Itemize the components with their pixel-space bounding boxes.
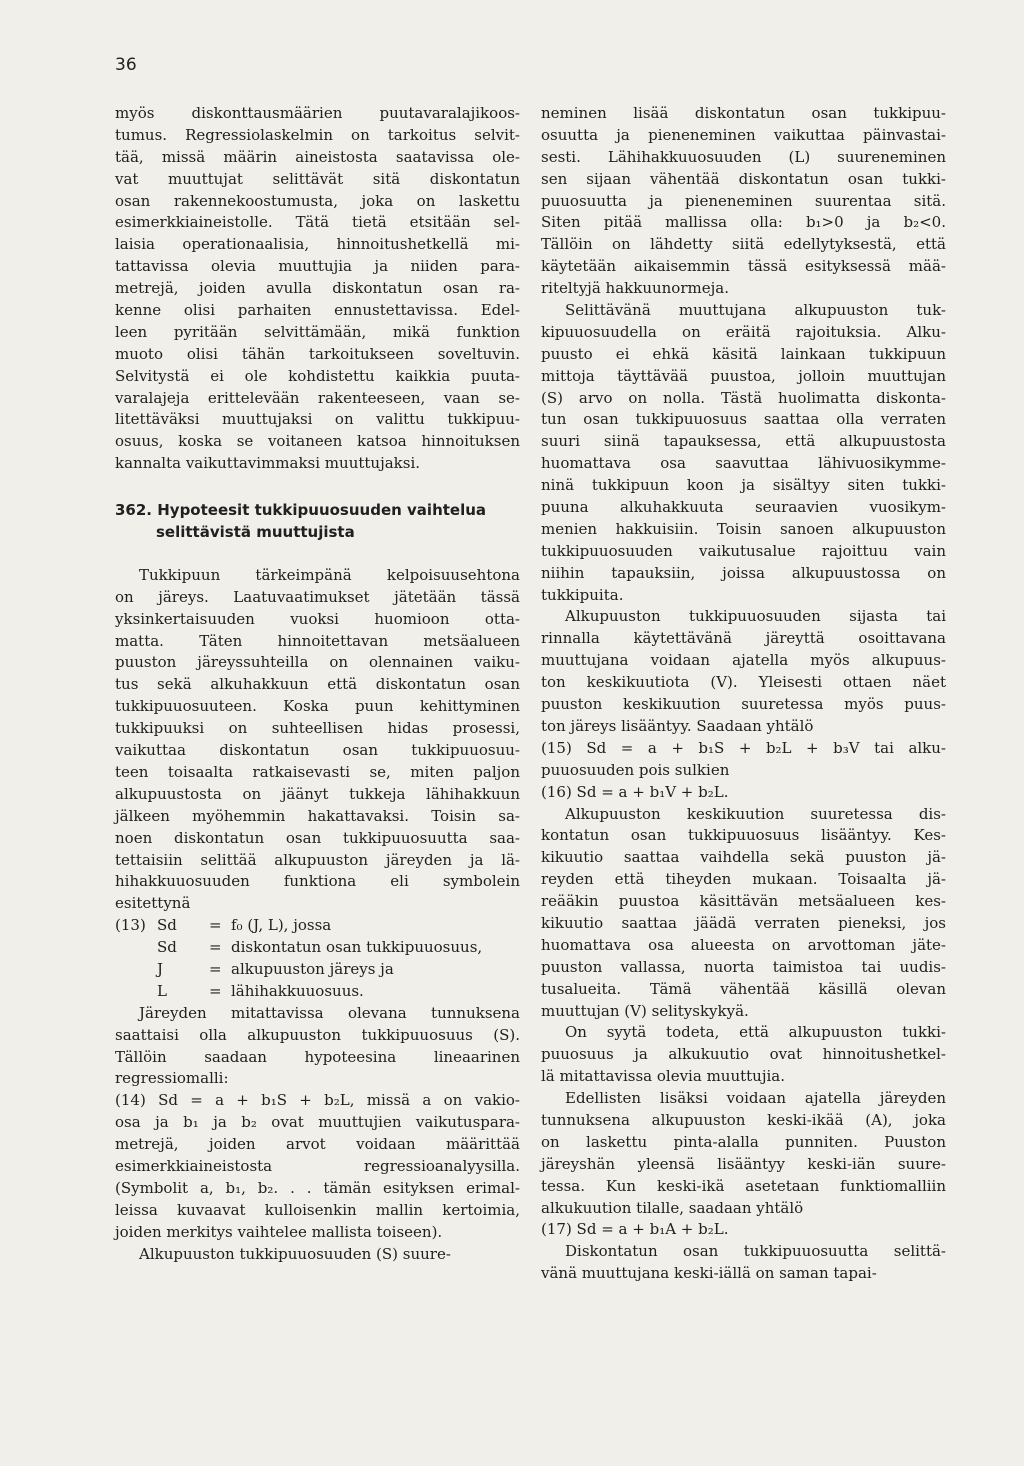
- text-line: kannalta vaikuttavimmaksi muuttujaksi.: [115, 454, 421, 473]
- text-line: kenne olisi parhaiten ennustettavissa. Edel-: [115, 301, 520, 320]
- text-line: (15) Sd = a + b₁S + b₂L + b₃V tai alku-: [541, 738, 946, 757]
- text-line: Tukkipuun tärkeimpänä kelpoisuusehtona: [139, 565, 520, 584]
- text-line: kontatun osan tukkipuuosuus lisääntyy. Kes-: [541, 826, 946, 845]
- text-line: tukkipuuosuuteen. Koska puun kehittyminen: [115, 697, 520, 716]
- text-line: Selvitystä ei ole kohdistettu kaikkia puuta-: [115, 366, 520, 385]
- text-line: lä mitattavissa olevia muuttujia.: [541, 1067, 785, 1086]
- text-line: vaikuttaa diskontatun osan tukkipuuosuu-: [115, 741, 520, 760]
- text-line: reääkin puustoa käsittävän metsäalueen kes-: [541, 892, 946, 911]
- text-line: (Symbolit a, b₁, b₂. . . tämän esityksen erimal-: [115, 1178, 520, 1197]
- text-line: teen toisaalta ratkaisevasti se, miten paljon: [115, 762, 520, 781]
- formula-number: [115, 981, 157, 1003]
- text-line: (S) arvo on nolla. Tästä huolimatta diskonta-: [541, 388, 946, 407]
- text-line: tus sekä alkuhakkuun että diskontatun osan: [115, 675, 520, 694]
- text-line: (17) Sd = a + b₁A + b₂L.: [541, 1220, 729, 1239]
- text-line: kipuuosuudella on eräitä rajoituksia. Alku-: [541, 322, 946, 341]
- text-line: jälkeen myöhemmin hakattavaksi. Toisin sa-: [115, 806, 520, 825]
- formula-equals: =: [209, 981, 222, 1000]
- text-line: puusto ei ehkä käsitä lainkaan tukkipuun: [541, 344, 946, 363]
- formula-symbol: Sd: [157, 938, 177, 957]
- text-line: kikuutio saattaa jäädä verraten pieneksi, jos: [541, 913, 946, 932]
- formula-definition: diskontatun osan tukkipuuosuus,: [231, 938, 483, 957]
- text-line: litettäväksi muuttujaksi on valittu tukkipuu-: [115, 410, 520, 429]
- text-line: Diskontatun osan tukkipuuosuutta selittä-: [565, 1242, 946, 1261]
- text-line: Siten pitää mallissa olla: b₁>0 ja b₂<0.: [541, 213, 946, 232]
- text-line: riteltyjä hakkuunormeja.: [541, 279, 729, 298]
- formula-row: [115, 981, 520, 1003]
- text-line: varalajeja erittelevään rakenteeseen, vaan se-: [115, 388, 520, 407]
- text-line: käytetään aikaisemmin tässä esityksessä mää-: [541, 257, 946, 276]
- text-line: tää, missä määrin aineistosta saatavissa ole-: [115, 147, 520, 166]
- text-line: myös diskonttausmäärien puutavaralajikoos-: [115, 104, 520, 122]
- text-line: puuna alkuhakkuuta seuraavien vuosikym-: [541, 498, 946, 517]
- text-line: muuttujan (V) selityskykyä.: [541, 1001, 749, 1020]
- text-line: tusalueita. Tämä vähentää käsillä olevan: [541, 979, 946, 998]
- text-line: puuosuus ja alkukuutio ovat hinnoitushetkel-: [541, 1045, 946, 1064]
- text-line: matta. Täten hinnoitettavan metsäalueen: [115, 631, 520, 650]
- text-line: on järeys. Laatuvaatimukset jätetään tässä: [115, 587, 520, 606]
- text-line: kikuutio saattaa vaihdella sekä puuston jä-: [541, 848, 946, 867]
- text-line: hihakkuuosuuden funktiona eli symbolein: [115, 872, 520, 891]
- text-line: muoto olisi tähän tarkoitukseen soveltuvin.: [115, 344, 520, 363]
- text-line: mittoja täyttävää puustoa, jolloin muuttujan: [541, 366, 946, 385]
- text-line: tukkipuuksi on suhteellisen hidas prosessi,: [115, 719, 520, 738]
- text-line: alkukuution tilalle, saadaan yhtälö: [541, 1198, 804, 1217]
- text-line: tunnuksena alkupuuston keski-ikää (A), joka: [541, 1110, 946, 1129]
- text-line: järeyshän yleensä lisääntyy keski-iän suure-: [541, 1154, 946, 1173]
- text-line: vat muuttujat selittävät sitä diskontatun: [115, 169, 520, 188]
- text-line: (16) Sd = a + b₁V + b₂L.: [541, 782, 729, 801]
- text-line: tumus. Regressiolaskelmin on tarkoitus selvit-: [115, 125, 520, 144]
- text-line: tattavissa olevia muuttujia ja niiden para-: [115, 257, 520, 276]
- formula-number: (13): [115, 916, 146, 935]
- text-line: ninä tukkipuun koon ja sisältyy siten tukki-: [541, 476, 946, 495]
- text-line: Edellisten lisäksi voidaan ajatella järeyden: [565, 1089, 946, 1108]
- text-line: laisia operationaalisia, hinnoitushetkellä mi-: [115, 235, 520, 254]
- formula-definition: alkupuuston järeys ja: [231, 959, 394, 978]
- text-line: tessa. Kun keski-ikä asetetaan funktiomalliin: [541, 1176, 946, 1195]
- left-paragraph-section: [115, 565, 520, 915]
- formula-symbol: Sd: [157, 916, 177, 935]
- formula-13: [115, 915, 520, 1003]
- text-line: huomattava osa saavuttaa lähivuosikymme-: [541, 454, 946, 473]
- text-line: huomattava osa alueesta on arvottoman jäte-: [541, 935, 946, 954]
- text-line: Alkupuuston tukkipuuosuuden sijasta tai: [565, 607, 946, 626]
- formula-equals: =: [209, 959, 222, 978]
- text-line: (14) Sd = a + b₁S + b₂L, missä a on vakio-: [115, 1091, 520, 1110]
- text-line: esitettynä: [115, 894, 191, 913]
- formula-equals: =: [209, 938, 222, 957]
- text-line: Tällöin saadaan hypoteesina lineaarinen: [115, 1047, 520, 1066]
- text-line: Alkupuuston keskikuution suuretessa dis-: [565, 804, 946, 823]
- text-line: vänä muuttujana keski-iällä on saman tapai-: [541, 1264, 877, 1283]
- formula-definition: f₀ (J, L), jossa: [231, 916, 332, 935]
- section-heading-cont: selittävistä muuttujista: [156, 523, 355, 542]
- text-line: Järeyden mitattavissa olevana tunnuksena: [139, 1003, 520, 1022]
- text-line: Tällöin on lähdetty siitä edellytyksestä, että: [541, 235, 946, 254]
- text-line: Selittävänä muuttujana alkupuuston tuk-: [565, 301, 946, 320]
- right-paragraphs: [541, 103, 946, 1285]
- text-line: tukkipuita.: [541, 585, 624, 604]
- text-line: puuston vallassa, nuorta taimistoa tai uudis-: [541, 957, 946, 976]
- text-line: sen sijaan vähentää diskontatun osan tukki-: [541, 169, 946, 188]
- text-line: puuosuuden pois sulkien: [541, 760, 730, 779]
- text-line: suuri siinä tapauksessa, että alkupuustosta: [541, 432, 946, 451]
- formula-row: [115, 937, 520, 959]
- text-line: noen diskontatun osan tukkipuuosuutta saa-: [115, 828, 520, 847]
- text-line: esimerkkiaineistosta regressioanalyysilla.: [115, 1156, 520, 1175]
- text-line: ton keskikuutiota (V). Yleisesti ottaen näet: [541, 673, 946, 692]
- text-line: muuttujana voidaan ajatella myös alkupuus-: [541, 651, 946, 670]
- text-line: osuutta ja pieneneminen vaikuttaa päinvastai-: [541, 125, 946, 144]
- text-line: On syytä todeta, että alkupuuston tukki-: [565, 1023, 946, 1042]
- text-line: metrejä, joiden avulla diskontatun osan ra-: [115, 279, 520, 298]
- text-line: leen pyritään selvittämään, mikä funktion: [115, 322, 520, 341]
- text-line: puuston järeyssuhteilla on olennainen vaiku-: [115, 653, 520, 672]
- text-line: ton järeys lisääntyy. Saadaan yhtälö: [541, 716, 814, 735]
- text-line: Alkupuuston tukkipuuosuuden (S) suure-: [139, 1244, 451, 1263]
- text-line: osa ja b₁ ja b₂ ovat muuttujien vaikutuspara-: [115, 1113, 520, 1132]
- text-line: niihin tapauksiin, joissa alkupuustossa on: [541, 563, 946, 582]
- text-line: tun osan tukkipuuosuus saattaa olla verraten: [541, 410, 946, 429]
- section-heading: 362. Hypoteesit tukkipuuosuuden vaihtelua: [115, 501, 487, 520]
- text-line: leissa kuvaavat kulloisenkin mallin kertoimia,: [115, 1200, 520, 1219]
- page-number: 36: [115, 55, 137, 75]
- text-line: yksinkertaisuuden vuoksi huomioon otta-: [115, 609, 520, 628]
- text-line: joiden merkitys vaihtelee mallista toiseen).: [115, 1222, 443, 1241]
- right-column: [541, 103, 946, 1285]
- text-line: regressiomalli:: [115, 1069, 229, 1088]
- text-line: metrejä, joiden arvot voidaan määrittää: [115, 1135, 520, 1154]
- left-column: [115, 103, 520, 1265]
- formula-row: [115, 915, 520, 937]
- formula-number: [115, 937, 157, 959]
- left-paragraph-regression: [115, 1003, 520, 1266]
- formula-number: [115, 959, 157, 981]
- text-line: rinnalla käytettävänä järeyttä osoittavana: [541, 629, 946, 648]
- formula-definition: lähihakkuuosuus.: [231, 981, 364, 1000]
- text-line: menien hakkuisiin. Toisin sanoen alkupuuston: [541, 519, 946, 538]
- left-paragraph-intro: [115, 103, 520, 475]
- text-line: saattaisi olla alkupuuston tukkipuuosuus (S).: [115, 1025, 520, 1044]
- formula-equals: =: [209, 916, 222, 935]
- text-line: osan rakennekoostumusta, joka on laskettu: [115, 191, 520, 210]
- text-line: tukkipuuosuuden vaikutusalue rajoittuu vain: [541, 541, 946, 560]
- text-line: alkupuustosta on jäänyt tukkeja lähihakkuun: [115, 784, 520, 803]
- text-line: neminen lisää diskontatun osan tukkipuu-: [541, 104, 946, 122]
- formula-symbol: J: [157, 959, 164, 978]
- text-line: tettaisiin selittää alkupuuston järeyden ja lä-: [115, 850, 520, 869]
- text-line: on laskettu pinta-alalla punniten. Puuston: [541, 1132, 946, 1151]
- formula-row: [115, 959, 520, 981]
- text-line: esimerkkiaineistolle. Tätä tietä etsitään sel-: [115, 213, 520, 232]
- formula-symbol: L: [157, 981, 167, 1000]
- text-line: reyden että tiheyden mukaan. Toisaalta jä-: [541, 870, 946, 889]
- text-line: puuosuutta ja pieneneminen suurentaa sitä.: [541, 191, 946, 210]
- text-line: sesti. Lähihakkuuosuuden (L) suureneminen: [541, 147, 946, 166]
- text-line: puuston keskikuution suuretessa myös puus-: [541, 695, 946, 714]
- text-line: osuus, koska se voitaneen katsoa hinnoituksen: [115, 432, 520, 451]
